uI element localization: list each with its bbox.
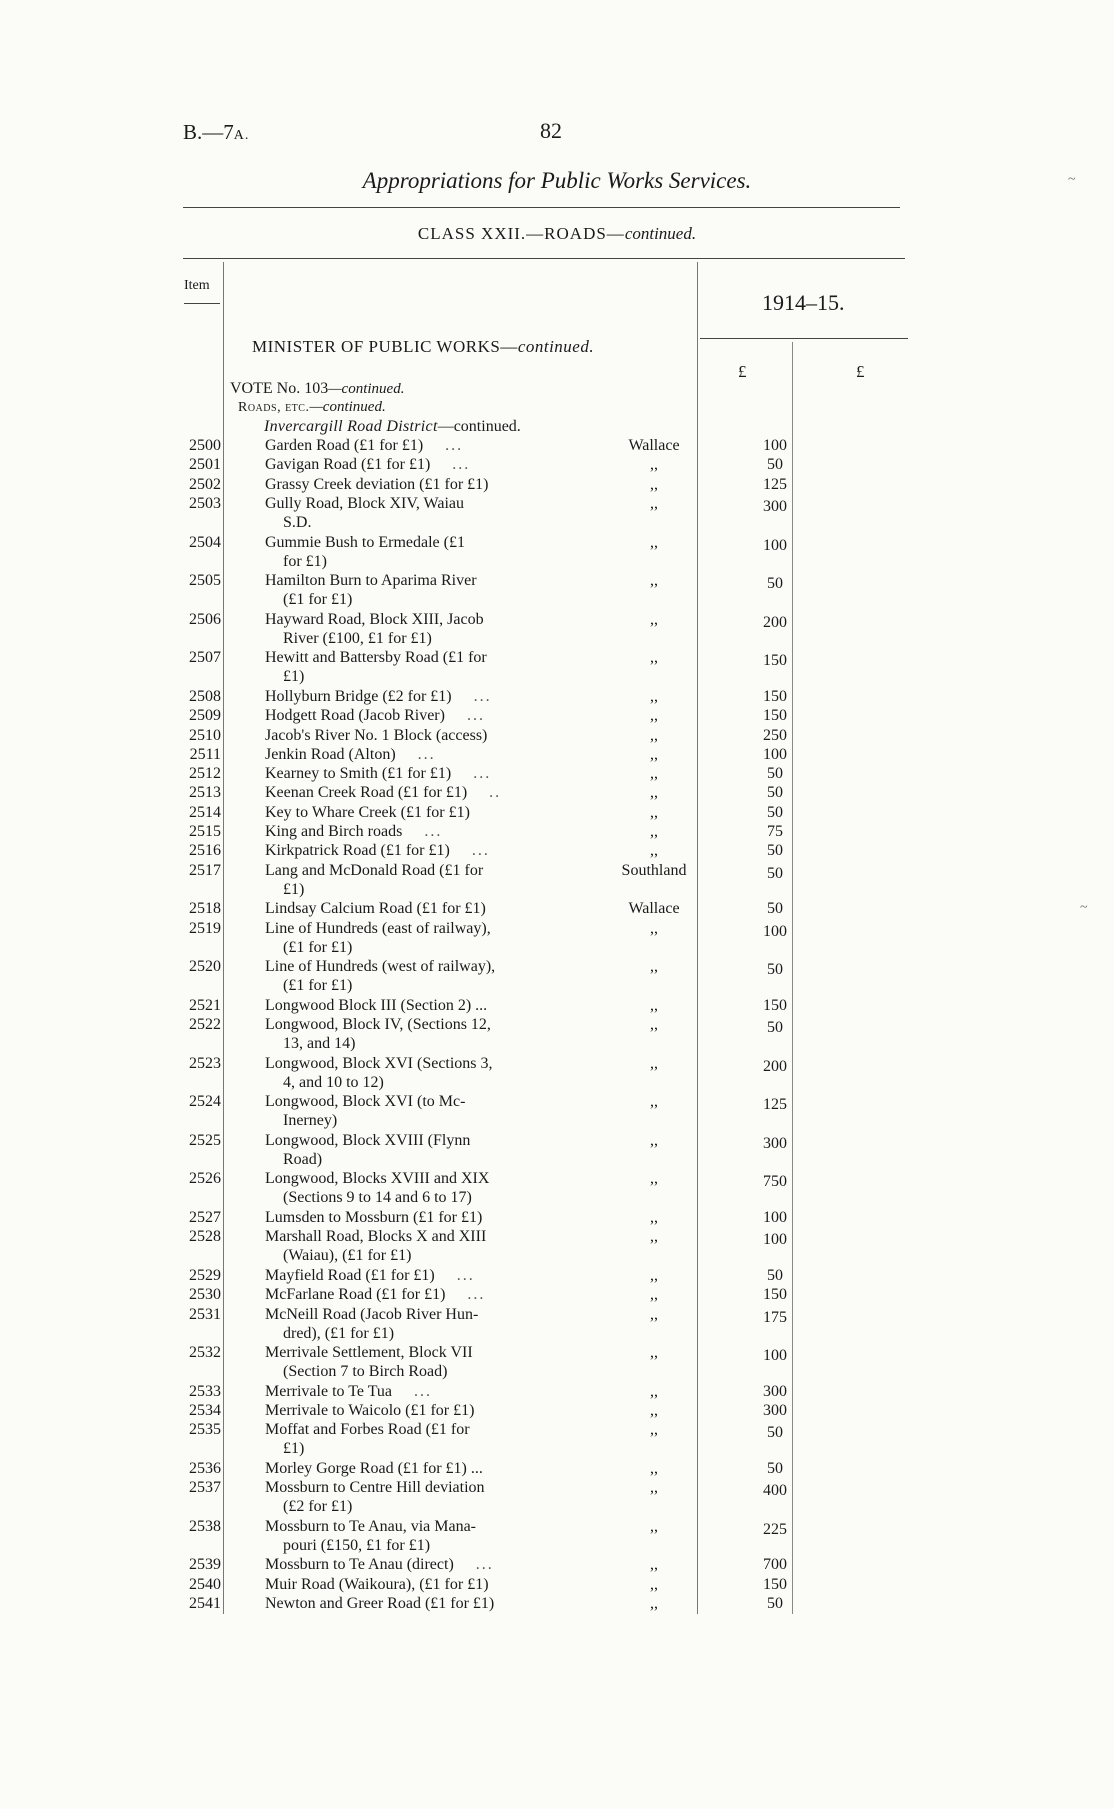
description-line: Longwood, Blocks XVIII and XIX: [265, 1170, 490, 1188]
item-number: 2506: [189, 610, 221, 628]
item-number: 2528: [189, 1228, 221, 1246]
amount-value: 150: [763, 707, 787, 725]
leader-dots: ...: [466, 707, 485, 725]
district-name: ,,: [650, 1305, 658, 1323]
description-line: Merrivale to Waicolo (£1 for £1): [265, 1402, 475, 1419]
district-name: ,,: [650, 1595, 658, 1612]
amount-value: 300: [763, 1402, 787, 1419]
item-number: 2526: [189, 1170, 221, 1188]
leader-dots: ...: [456, 1266, 475, 1284]
description-line: Jacob's River No. 1 Block (access): [265, 726, 488, 744]
item-number: 2502: [189, 475, 221, 493]
item-number: 2536: [189, 1459, 221, 1477]
amount-value: 50: [767, 864, 783, 882]
description-line: (£2 for £1): [283, 1498, 353, 1516]
district-name: ,,: [650, 1459, 658, 1477]
leader-dots: ...: [452, 456, 471, 474]
amount-value: 225: [763, 1520, 787, 1538]
district-name: ,,: [650, 919, 658, 937]
leader-dots: ...: [475, 1556, 494, 1574]
description-line: Gavigan Road (£1 for £1): [265, 456, 431, 474]
amount-value: 125: [763, 1096, 787, 1114]
description-line: Line of Hundreds (west of railway),: [265, 958, 496, 976]
description-line: (Section 7 to Birch Road): [283, 1363, 448, 1381]
item-column-header: Item: [184, 278, 210, 293]
item-number: 2525: [189, 1131, 221, 1149]
document-code: B.—7A.: [183, 120, 250, 144]
road-description: [265, 1575, 489, 1594]
description-line: River (£100, £1 for £1): [283, 629, 432, 647]
description-line: £1): [283, 1440, 305, 1458]
item-number: 2530: [189, 1286, 221, 1304]
road-description: [265, 1420, 470, 1458]
road-description: [265, 687, 492, 706]
item-number: 2532: [189, 1344, 221, 1362]
description-line: Marshall Road, Blocks X and XIII: [265, 1228, 487, 1246]
district-name: ,,: [650, 1382, 658, 1400]
amount-value: 125: [763, 475, 787, 493]
description-line: Moffat and Forbes Road (£1 for: [265, 1421, 470, 1439]
description-line: (Waiau), (£1 for £1): [283, 1247, 412, 1265]
district-name: ,,: [650, 1266, 658, 1284]
title-rule: [183, 207, 900, 208]
road-description: [265, 1555, 494, 1574]
district-name: ,,: [650, 1402, 658, 1419]
amount-value: 300: [763, 1134, 787, 1152]
leader-dots: ...: [417, 745, 436, 763]
district-name: ,,: [650, 784, 658, 802]
item-number: 2534: [189, 1402, 221, 1419]
description-line: (£1 for £1): [283, 591, 353, 609]
district-name: ,,: [650, 687, 658, 705]
district-name: ,,: [650, 1131, 658, 1149]
amount-value: 50: [767, 575, 783, 593]
amount-value: 100: [763, 1209, 787, 1226]
road-description: [265, 455, 470, 474]
road-description: [265, 475, 489, 494]
road-description: [265, 648, 487, 686]
amount-value: 50: [767, 842, 783, 860]
amount-value: 75: [767, 823, 783, 840]
road-description: [265, 783, 501, 802]
item-number: 2531: [189, 1305, 221, 1323]
description-line: Road): [283, 1150, 323, 1168]
item-number: 2522: [189, 1016, 221, 1033]
district-name: Wallace: [628, 437, 680, 454]
district-name: ,,: [650, 456, 658, 474]
description-line: pouri (£150, £1 for £1): [283, 1536, 431, 1554]
amount-value: 300: [763, 1382, 787, 1400]
leader-dots: ...: [414, 1382, 433, 1400]
class-heading: CLASS XXII.—ROADS—continued.: [417, 224, 697, 243]
road-description: [265, 610, 484, 648]
road-description: [265, 1517, 476, 1555]
amount-value: 50: [767, 961, 783, 979]
road-description: [265, 1459, 483, 1478]
district-name: ,,: [650, 533, 658, 551]
description-line: Gummie Bush to Ermedale (£1: [265, 533, 465, 551]
road-description: [265, 764, 491, 783]
amount-value: 175: [763, 1308, 787, 1326]
leader-dots: ..: [489, 784, 502, 802]
description-line: Grassy Creek deviation (£1 for £1): [265, 475, 489, 493]
road-description: [265, 1285, 485, 1304]
amount-value: 100: [763, 437, 787, 454]
item-underline: [184, 303, 220, 304]
item-number: 2514: [189, 803, 221, 821]
description-line: Keenan Creek Road (£1 for £1): [265, 784, 468, 802]
road-description: [265, 899, 486, 918]
description-line: Gully Road, Block XIV, Waiau: [265, 494, 464, 512]
description-line: Lindsay Calcium Road (£1 for £1): [265, 900, 486, 918]
description-line: Kirkpatrick Road (£1 for £1): [265, 842, 450, 860]
district-name: ,,: [650, 842, 658, 860]
description-line: McFarlane Road (£1 for £1): [265, 1286, 446, 1304]
leader-dots: ...: [473, 687, 492, 705]
year-header: 1914–15.: [762, 290, 845, 315]
description-line: McNeill Road (Jacob River Hun-: [265, 1305, 479, 1323]
amount-value: 700: [763, 1556, 787, 1574]
description-line: King and Birch roads: [265, 823, 403, 840]
item-number: 2521: [189, 996, 221, 1014]
description-line: Hamilton Burn to Aparima River: [265, 572, 477, 590]
amount-value: 100: [763, 1347, 787, 1365]
road-description: [265, 494, 464, 532]
amount-value: 200: [763, 1057, 787, 1075]
description-line: dred), (£1 for £1): [283, 1324, 395, 1342]
road-description: [265, 745, 436, 764]
description-line: (£1 for £1): [283, 977, 353, 995]
item-number: 2517: [189, 861, 221, 879]
description-line: Mayfield Road (£1 for £1): [265, 1266, 435, 1284]
district-name: ,,: [650, 996, 658, 1014]
road-description: [265, 436, 463, 455]
amount-value: 150: [763, 996, 787, 1014]
amount-value: 50: [767, 900, 783, 918]
description-line: Longwood Block III (Section 2) ...: [265, 996, 488, 1014]
road-description: [265, 919, 491, 957]
amount-value: 300: [763, 497, 787, 515]
description-line: Longwood, Block XVIII (Flynn: [265, 1131, 471, 1149]
description-line: 13, and 14): [283, 1035, 356, 1052]
amount-value: 150: [763, 1575, 787, 1593]
description-line: (£1 for £1): [283, 938, 353, 956]
amount-value: 50: [767, 1424, 783, 1442]
district-name: ,,: [650, 707, 658, 725]
item-number: 2515: [189, 823, 221, 840]
description-line: S.D.: [283, 513, 312, 531]
item-number: 2500: [189, 437, 221, 454]
district-name: Wallace: [628, 900, 680, 918]
pound-symbol-col2: £: [856, 362, 865, 381]
description-line: Longwood, Block IV, (Sections 12,: [265, 1016, 491, 1033]
item-number: 2520: [189, 958, 221, 976]
district-name: Southland: [621, 861, 687, 879]
description-line: 4, and 10 to 12): [283, 1073, 384, 1091]
pound-symbol-col1: £: [738, 362, 747, 381]
road-description: [265, 1343, 473, 1381]
description-line: for £1): [283, 552, 327, 570]
description-line: Mossburn to Te Anau, via Mana-: [265, 1517, 476, 1535]
district-name: ,,: [650, 1479, 658, 1497]
road-description: [265, 1227, 486, 1265]
district-name: ,,: [650, 1093, 658, 1111]
amount-value: 50: [767, 765, 783, 783]
table-top-rule: [183, 258, 905, 259]
item-number: 2523: [189, 1054, 221, 1072]
district-name: ,,: [650, 726, 658, 744]
description-line: Longwood, Block XVI (to Mc-: [265, 1093, 466, 1111]
item-number: 2538: [189, 1517, 221, 1535]
road-description: [265, 706, 485, 725]
amount-value: 100: [763, 536, 787, 554]
margin-mark: ~: [1080, 900, 1088, 915]
road-description: [265, 957, 495, 995]
amount-value: 50: [767, 784, 783, 802]
item-number: 2510: [189, 726, 221, 744]
description-line: Garden Road (£1 for £1): [265, 437, 424, 454]
amount-value: 150: [763, 652, 787, 670]
district-name: ,,: [650, 1556, 658, 1574]
page-title: Appropriations for Public Works Services.: [362, 168, 752, 193]
leader-dots: ...: [424, 823, 443, 840]
item-number: 2535: [189, 1421, 221, 1439]
description-line: Longwood, Block XVI (Sections 3,: [265, 1054, 493, 1072]
leader-dots: ...: [445, 437, 464, 454]
district-name: ,,: [650, 1016, 658, 1033]
district-name: ,,: [650, 1421, 658, 1439]
minister-heading: MINISTER OF PUBLIC WORKS—continued.: [252, 337, 595, 356]
district-name: ,,: [650, 1517, 658, 1535]
description-line: Key to Whare Creek (£1 for £1): [265, 803, 470, 821]
road-description: [265, 1401, 474, 1420]
road-description: [265, 726, 487, 745]
description-line: £1): [283, 668, 305, 686]
road-description: [265, 533, 465, 571]
district-name: ,,: [650, 765, 658, 783]
amount-value: 150: [763, 1286, 787, 1304]
road-description: [265, 841, 490, 860]
description-line: Hodgett Road (Jacob River): [265, 707, 445, 725]
district-name: ,,: [650, 494, 658, 512]
district-name: ,,: [650, 1344, 658, 1362]
district-name: ,,: [650, 610, 658, 628]
item-number: 2533: [189, 1382, 221, 1400]
vote-heading: VOTE No. 103—continued.: [230, 380, 405, 397]
road-description: [265, 1092, 465, 1130]
road-description: [265, 1208, 482, 1227]
amount-value: 750: [763, 1173, 787, 1191]
road-description: [265, 1131, 470, 1169]
amount-value: 50: [767, 1459, 783, 1477]
district-name: ,,: [650, 649, 658, 667]
roads-heading: Roads, etc.—continued.: [238, 399, 386, 415]
district-name: ,,: [650, 1209, 658, 1226]
district-name: ,,: [650, 572, 658, 590]
amount-value: 150: [763, 687, 787, 705]
amount-value: 50: [767, 456, 783, 474]
item-number: 2511: [189, 745, 221, 763]
item-number: 2513: [189, 784, 221, 802]
amount-value: 100: [763, 1231, 787, 1249]
year-underline: [700, 338, 908, 339]
margin-mark: ~: [1068, 172, 1076, 187]
district-name: ,,: [650, 1054, 658, 1072]
item-number: 2516: [189, 842, 221, 860]
district-name: ,,: [650, 745, 658, 763]
amount-value: 50: [767, 1595, 783, 1612]
amount-value: 50: [767, 1019, 783, 1036]
district-name: ,,: [650, 1228, 658, 1246]
amount-value: 100: [763, 922, 787, 940]
item-number: 2504: [189, 533, 221, 551]
item-number: 2507: [189, 649, 221, 667]
district-name: ,,: [650, 1286, 658, 1304]
item-number: 2540: [189, 1575, 221, 1593]
road-description: [265, 861, 483, 899]
road-description: [265, 822, 442, 841]
description-line: Merrivale Settlement, Block VII: [265, 1344, 473, 1362]
district-name: ,,: [650, 1575, 658, 1593]
description-line: Inerney): [283, 1112, 338, 1130]
road-description: [265, 1478, 485, 1516]
amount-value: 50: [767, 803, 783, 821]
item-number: 2512: [189, 765, 221, 783]
description-line: Newton and Greer Road (£1 for £1): [265, 1595, 495, 1612]
district-name: ,,: [650, 475, 658, 493]
road-description: [265, 803, 470, 822]
item-number: 2505: [189, 572, 221, 590]
description-line: Lang and McDonald Road (£1 for: [265, 861, 484, 879]
road-description: [265, 1382, 432, 1401]
description-line: (Sections 9 to 14 and 6 to 17): [283, 1189, 472, 1207]
district-heading: Invercargill Road District—continued.: [264, 418, 521, 435]
description-line: Hayward Road, Block XIII, Jacob: [265, 610, 484, 628]
road-description: [265, 571, 477, 609]
item-number: 2537: [189, 1479, 221, 1497]
district-name: ,,: [650, 823, 658, 840]
description-line: Lumsden to Mossburn (£1 for £1): [265, 1209, 483, 1226]
road-description: [265, 1169, 489, 1207]
item-number: 2508: [189, 687, 221, 705]
amount-value: 200: [763, 613, 787, 631]
description-line: Hewitt and Battersby Road (£1 for: [265, 649, 487, 667]
description-line: Muir Road (Waikoura), (£1 for £1): [265, 1575, 489, 1593]
description-line: £1): [283, 880, 305, 898]
amount-value: 50: [767, 1266, 783, 1284]
description-line: Morley Gorge Road (£1 for £1) ...: [265, 1459, 483, 1477]
item-column-rule: [223, 262, 224, 1614]
amount-value: 100: [763, 745, 787, 763]
item-number: 2519: [189, 919, 221, 937]
item-number: 2509: [189, 707, 221, 725]
page-number: 82: [540, 118, 562, 143]
road-description: [265, 1266, 475, 1285]
road-description: [265, 996, 487, 1015]
road-description: [265, 1305, 478, 1343]
description-line: Mossburn to Te Anau (direct): [265, 1556, 454, 1574]
district-name: ,,: [650, 958, 658, 976]
item-number: 2539: [189, 1556, 221, 1574]
leader-dots: ...: [473, 765, 492, 783]
item-number: 2529: [189, 1266, 221, 1284]
description-line: Merrivale to Te Tua: [265, 1382, 393, 1400]
road-description: [265, 1015, 491, 1053]
leader-dots: ...: [467, 1286, 486, 1304]
item-number: 2518: [189, 900, 221, 918]
item-number: 2503: [189, 494, 221, 512]
item-number: 2541: [189, 1595, 221, 1612]
leader-dots: ...: [471, 842, 490, 860]
amount-value: 400: [763, 1482, 787, 1500]
road-description: [265, 1054, 493, 1092]
description-line: Hollyburn Bridge (£2 for £1): [265, 687, 452, 705]
description-line: Kearney to Smith (£1 for £1): [265, 765, 452, 783]
district-name: ,,: [650, 1170, 658, 1188]
description-line: Line of Hundreds (east of railway),: [265, 919, 491, 937]
amount-value: 250: [763, 726, 787, 744]
road-description: [265, 1594, 494, 1613]
item-number: 2527: [189, 1209, 221, 1226]
item-number: 2501: [189, 456, 221, 474]
district-name: ,,: [650, 803, 658, 821]
description-line: Mossburn to Centre Hill deviation: [265, 1479, 485, 1497]
description-line: Jenkin Road (Alton): [265, 745, 396, 763]
item-number: 2524: [189, 1093, 221, 1111]
